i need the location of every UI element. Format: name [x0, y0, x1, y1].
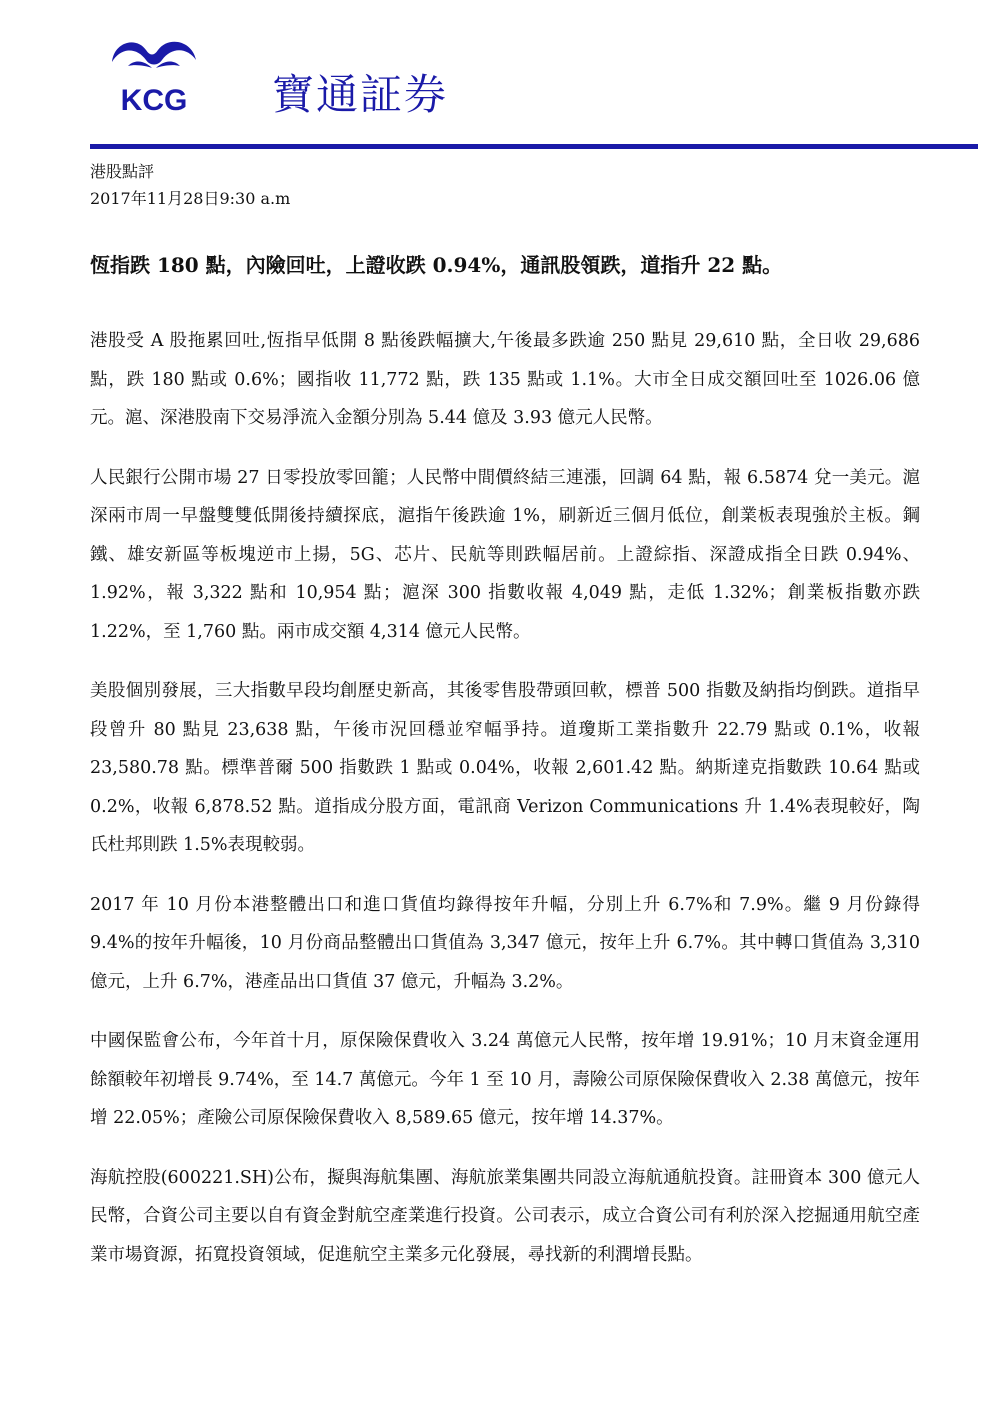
letterhead — [0, 0, 992, 155]
article-body — [90, 322, 920, 1295]
brand-name: 寶通証券 — [272, 70, 449, 119]
logo-text: KCG — [120, 84, 188, 116]
header-rule — [90, 144, 978, 149]
headline: 恆指跌 180 點，內險回吐，上證收跌 0.94%，通訊股領跌，道指升 22 點。 — [90, 253, 783, 277]
paragraph-us-market: 美股個別發展，三大指數早段均創歷史新高，其後零售股帶頭回軟，標普 500 指數及納指均倒跌。道指早段曾升 80 點見 23,638 點，午後市況回穩並窄幅爭持。道瓊斯工業指數升 22.79 點或 0.1%，收報 23,580.78 點。標準普爾 500 指數跌 1 點或 0.04%，收報 2,601.42 點。納斯達克指數跌 10.64 點或 0.2%，收報 6,878.52 點。道指成分股方面，電訊商 Verizon Communications 升 1.4%表現較好，陶氏杜邦則跌 1.5%表現較弱。 — [90, 681, 920, 855]
paragraph-china-market: 人民銀行公開市場 27 日零投放零回籠；人民幣中間價終結三連漲，回調 64 點，報 6.5874 兌一美元。滬深兩市周一早盤雙雙低開後持續探底，滬指午後跌逾 1%，刷新近三個月低位，創業板表現強於主板。鋼鐵、雄安新區等板塊逆市上揚，5G、芯片、民航等則跌幅居前。上證綜指、深證成指全日跌 0.94%、1.92%，報 3,322 點和 10,954 點；滬深 300 指數收報 4,049 點，走低 1.32%；創業板指數亦跌 1.22%，至 1,760 點。兩市成交額 4,314 億元人民幣。 — [90, 467, 920, 642]
paragraph-hna: 海航控股(600221.SH)公布，擬與海航集團、海航旅業集團共同設立海航通航投資。註冊資本 300 億元人民幣，合資公司主要以自有資金對航空產業進行投資。公司表示，成立合資公司有利於深入挖掘通用航空產業市場資源，拓寬投資領域，促進航空主業多元化發展，尋找新的利潤增長點。 — [90, 1167, 920, 1265]
paragraph-hk-trade: 2017 年 10 月份本港整體出口和進口貨值均錄得按年升幅，分別上升 6.7%和 7.9%。繼 9 月份錄得 9.4%的按年升幅後，10 月份商品整體出口貨值為 3,347 億元，按年上升 6.7%。其中轉口貨值為 3,310 億元，上升 6.7%，港產品出口貨值 37 億元，升幅為 3.2%。 — [90, 894, 920, 992]
report-category: 港股點評 — [90, 162, 155, 181]
paragraph-hk-market: 港股受 A 股拖累回吐,恆指早低開 8 點後跌幅擴大,午後最多跌逾 250 點見 29,610 點，全日收 29,686 點，跌 180 點或 0.6%；國指收 11,772 點，跌 135 點或 1.1%。大市全日成交額回吐至 1026.06 億元。滬、深港股南下交易淨流入金額分別為 5.44 億及 3.93 億元人民幣。 — [90, 331, 920, 428]
report-meta — [90, 158, 290, 212]
kcg-logo — [106, 32, 202, 116]
paragraph-insurance: 中國保監會公布，今年首十月，原保險保費收入 3.24 萬億元人民幣，按年增 19.91%；10 月末資金運用餘額較年初增長 9.74%，至 14.7 萬億元。今年 1 至 10 月，壽險公司原保險保費收入 2.38 萬億元，按年增 22.05%；產險公司原保險保費收入 8,589.65 億元，按年增 14.37%。 — [90, 1031, 920, 1128]
report-datetime: 2017年11月28日9:30 a.m — [90, 189, 291, 208]
